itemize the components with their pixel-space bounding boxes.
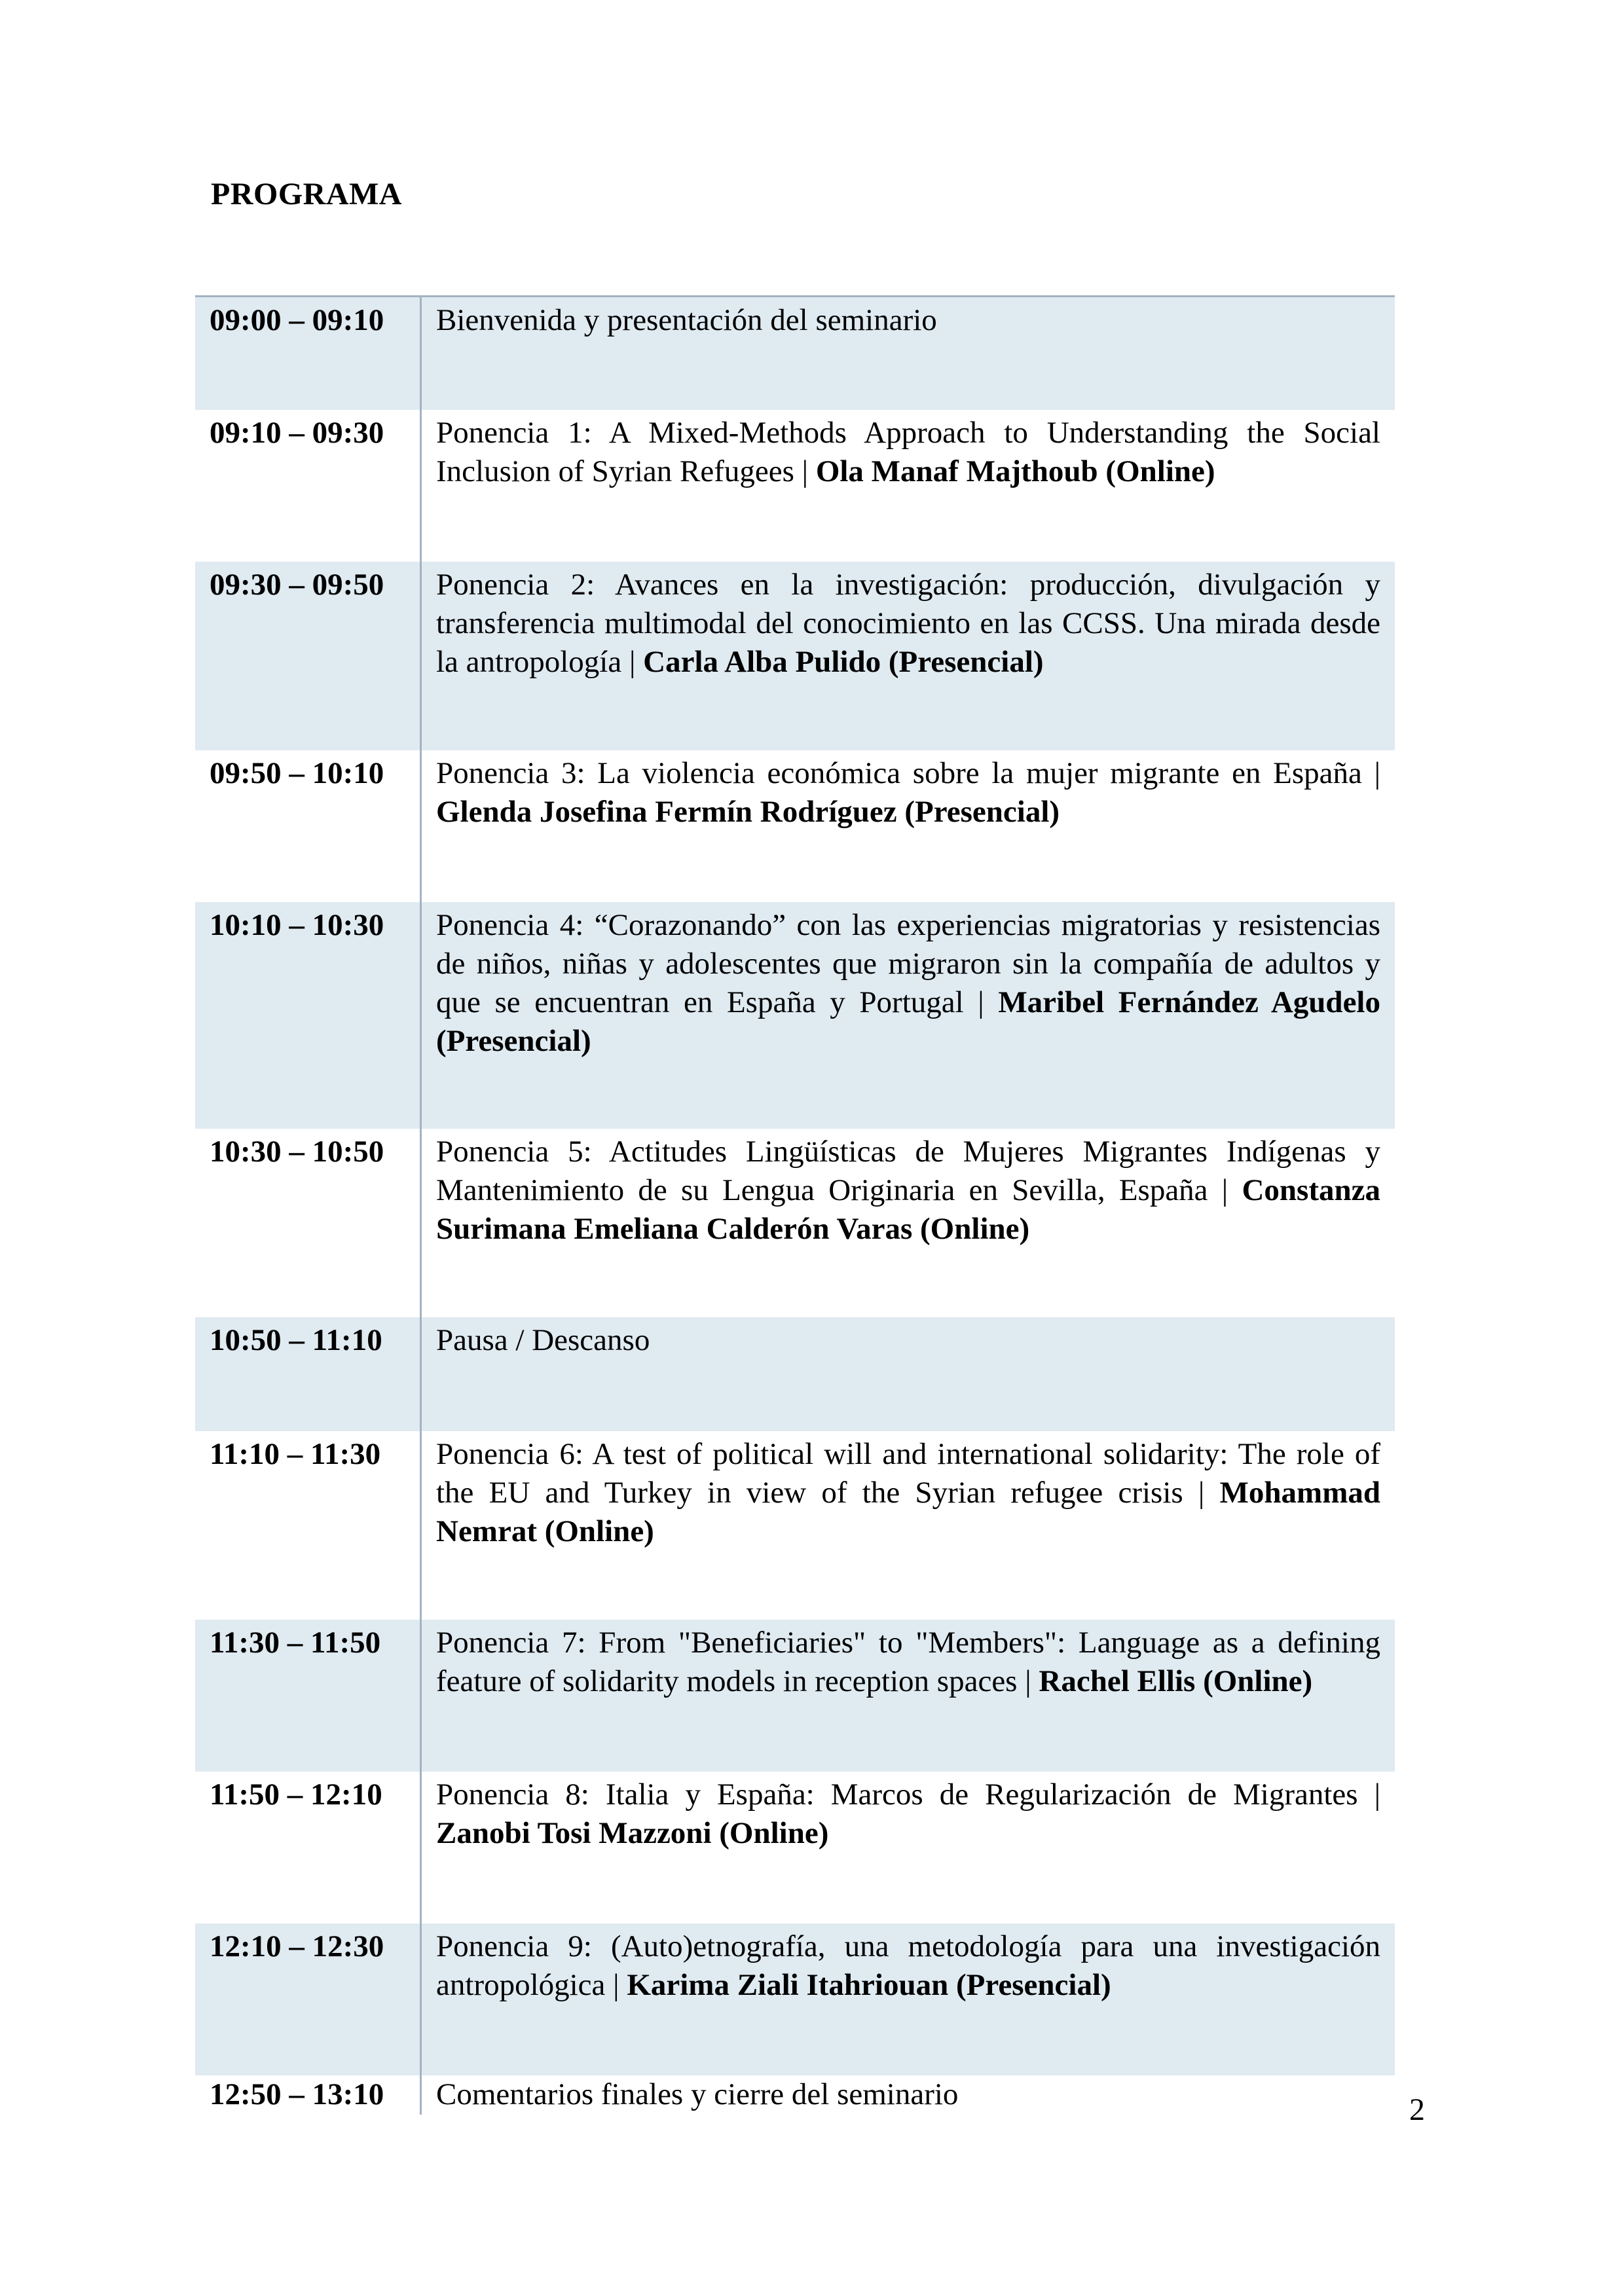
session-description: [422, 1129, 1395, 1317]
session-description: [422, 562, 1395, 750]
session-description: [422, 1923, 1395, 2075]
session-title: Ponencia 9: (Auto)etnografía, una metodología para una investigación antropológica |: [436, 1929, 1380, 2002]
session-description: [422, 902, 1395, 1129]
session-title: Pausa / Descanso: [436, 1323, 650, 1357]
page-title: PROGRAMA: [211, 177, 402, 211]
session-time: 10:50 – 11:10: [195, 1317, 422, 1431]
schedule-row: [195, 562, 1395, 750]
schedule-row: [195, 1923, 1395, 2075]
session-time: 12:10 – 12:30: [195, 1923, 422, 2075]
session-speaker: Glenda Josefina Fermín Rodríguez (Presencial): [436, 795, 1060, 829]
session-description: [422, 1431, 1395, 1620]
session-title: Ponencia 2: Avances en la investigación: producción, divulgación y transferencia multimodal del conocimiento en las CCSS. Una mirada desde la antropología |: [436, 568, 1380, 679]
session-time: 10:30 – 10:50: [195, 1129, 422, 1317]
session-title: Ponencia 4: “Corazonando” con las experiencias migratorias y resistencias de niños, niñas y adolescentes que migraron sin la compañía de adultos y que se encuentran en España y Portugal |: [436, 908, 1380, 1019]
session-speaker: Karima Ziali Itahriouan (Presencial): [627, 1968, 1111, 2002]
session-time: 11:10 – 11:30: [195, 1431, 422, 1620]
session-time: 10:10 – 10:30: [195, 902, 422, 1129]
session-description: [422, 1772, 1395, 1923]
schedule-row: [195, 902, 1395, 1129]
session-description: [422, 2075, 1395, 2115]
session-speaker: Zanobi Tosi Mazzoni (Online): [436, 1816, 829, 1850]
session-speaker: Mohammad Nemrat (Online): [436, 1476, 1380, 1548]
session-description: [422, 1317, 1395, 1431]
page-number: 2: [1409, 2092, 1425, 2127]
session-time: 09:50 – 10:10: [195, 750, 422, 902]
session-title: Bienvenida y presentación del seminario: [436, 303, 937, 337]
session-time: 12:50 – 13:10: [195, 2075, 422, 2115]
session-title: Ponencia 7: From "Beneficiaries" to "Members": Language as a defining feature of solidarity models in reception spaces |: [436, 1626, 1380, 1698]
session-time: 09:00 – 09:10: [195, 297, 422, 410]
session-speaker: Maribel Fernández Agudelo (Presencial): [436, 985, 1380, 1058]
session-description: [422, 410, 1395, 562]
schedule-row: [195, 297, 1395, 410]
schedule-row: [195, 1129, 1395, 1317]
session-description: [422, 750, 1395, 902]
session-time: 09:10 – 09:30: [195, 410, 422, 562]
session-speaker: Ola Manaf Majthoub (Online): [815, 454, 1215, 488]
session-speaker: Carla Alba Pulido (Presencial): [643, 645, 1044, 679]
session-time: 11:50 – 12:10: [195, 1772, 422, 1923]
session-title: Comentarios finales y cierre del seminario: [436, 2077, 959, 2111]
schedule-row: [195, 1431, 1395, 1620]
schedule-row: [195, 1620, 1395, 1772]
session-title: Ponencia 6: A test of political will and international solidarity: The role of the EU and Turkey in view of the Syrian refugee crisis |: [436, 1437, 1380, 1510]
schedule-row: [195, 2075, 1395, 2115]
session-title: Ponencia 3: La violencia económica sobre la mujer migrante en España |: [436, 756, 1380, 790]
session-speaker: Rachel Ellis (Online): [1039, 1664, 1313, 1698]
session-description: [422, 297, 1395, 410]
session-description: [422, 1620, 1395, 1772]
session-speaker: Constanza Surimana Emeliana Calderón Varas (Online): [436, 1173, 1380, 1246]
session-title: Ponencia 5: Actitudes Lingüísticas de Mujeres Migrantes Indígenas y Mantenimiento de su Lengua Originaria en Sevilla, España |: [436, 1135, 1380, 1207]
session-title: Ponencia 8: Italia y España: Marcos de Regularización de Migrantes |: [436, 1777, 1380, 1812]
session-title: Ponencia 1: A Mixed-Methods Approach to Understanding the Social Inclusion of Syrian Refugees |: [436, 416, 1380, 488]
schedule-table: [195, 295, 1395, 2115]
schedule-row: [195, 750, 1395, 902]
session-time: 11:30 – 11:50: [195, 1620, 422, 1772]
schedule-row: [195, 1317, 1395, 1431]
schedule-row: [195, 410, 1395, 562]
schedule-row: [195, 1772, 1395, 1923]
session-time: 09:30 – 09:50: [195, 562, 422, 750]
